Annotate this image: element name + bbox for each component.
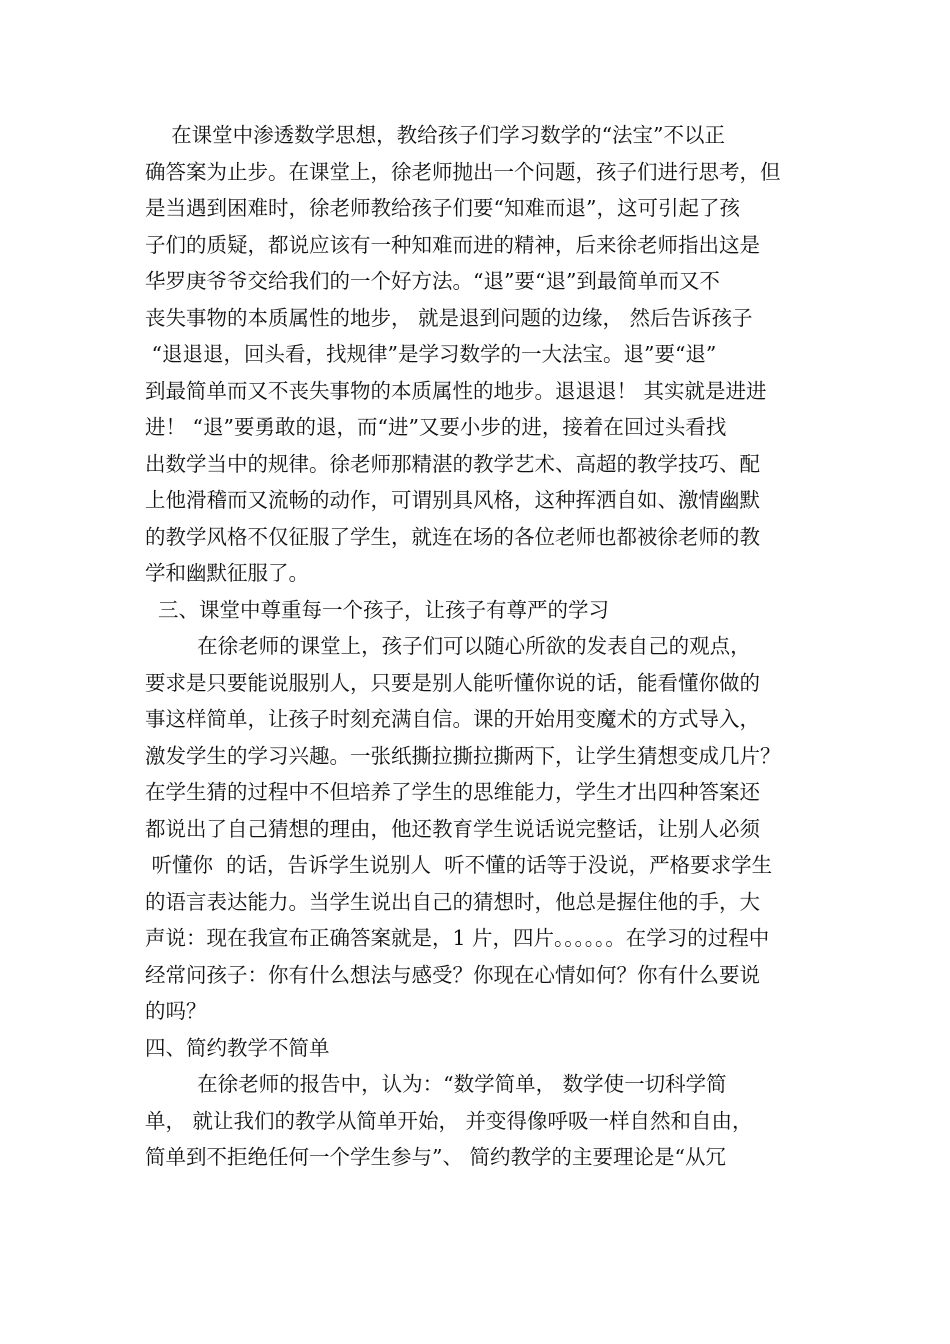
text-line: 都说出了自己猜想的理由，他还教育学生说话说完整话，让别人必须 bbox=[145, 816, 760, 841]
document-body bbox=[145, 117, 835, 1176]
text-line: 激发学生的学习兴趣。一张纸撕拉撕拉撕两下，让学生猜想变成几片？ bbox=[145, 743, 781, 768]
text-line: 听懂你 的话，告诉学生说别人 听不懂的话等于没说，严格要求学生 bbox=[145, 853, 773, 877]
text-line: 确答案为止步。在课堂上，徐老师抛出一个问题，孩子们进行思考，但 bbox=[145, 159, 781, 184]
text-line: 进！ “退”要勇敢的退，而“进”又要小步的进，接着在回过头看找 bbox=[145, 415, 727, 439]
text-line: 的教学风格不仅征服了学生，就连在场的各位老师也都被徐老师的教 bbox=[145, 524, 760, 549]
text-line: 丧失事物的本质属性的地步， 就是退到问题的边缘， 然后告诉孩子 bbox=[145, 305, 753, 330]
text-line: 事这样简单，让孩子时刻充满自信。课的开始用变魔术的方式导入， bbox=[145, 707, 760, 731]
text-line: 三、课堂中尊重每一个孩子，让孩子有尊严的学习 bbox=[145, 597, 610, 622]
text-line: 单， 就让我们的教学从简单开始， 并变得像呼吸一样自然和自由， bbox=[145, 1108, 753, 1133]
text-line: 的吗？ bbox=[145, 999, 207, 1023]
text-line: 要求是只要能说服别人，只要是别人能听懂你说的话，能看懂你做的 bbox=[145, 670, 760, 695]
text-line: 到最简单而又不丧失事物的本质属性的地步。退退退！ 其实就是进进 bbox=[145, 378, 767, 403]
text-line: 在徐老师的课堂上，孩子们可以随心所欲的发表自己的观点， bbox=[145, 634, 751, 658]
text-line: 的语言表达能力。当学生说出自己的猜想时，他总是握住他的手，大 bbox=[145, 889, 760, 914]
text-line: 四、简约教学不简单 bbox=[145, 1035, 330, 1060]
text-line: 声说：现在我宣布正确答案就是，1 片，四片。。。。。。在学习的过程中 bbox=[145, 926, 770, 950]
text-line: 在徐老师的报告中，认为：“数学简单， 数学使一切科学简 bbox=[145, 1072, 727, 1096]
text-line: 学和幽默征服了。 bbox=[145, 561, 309, 585]
text-line: 出数学当中的规律。徐老师那精湛的教学艺术、高超的教学技巧、配 bbox=[145, 451, 760, 476]
text-line: 子们的质疑，都说应该有一种知难而进的精神，后来徐老师指出这是 bbox=[145, 232, 760, 257]
text-line: 是当遇到困难时，徐老师教给孩子们要“知难而退”，这可引起了孩 bbox=[145, 196, 740, 220]
text-line: 简单到不拒绝任何一个学生参与”、 简约教学的主要理论是“从冗 bbox=[145, 1145, 726, 1169]
text-line: 华罗庚爷爷交给我们的一个好方法。“退”要“退”到最简单而又不 bbox=[145, 269, 720, 293]
text-line: 在课堂中渗透数学思想，教给孩子们学习数学的“法宝”不以正 bbox=[145, 123, 726, 147]
text-line: 上他滑稽而又流畅的动作，可谓别具风格，这种挥洒自如、激情幽默 bbox=[145, 488, 760, 512]
text-line: 经常问孩子：你有什么想法与感受？你现在心情如何？你有什么要说 bbox=[145, 962, 760, 987]
text-line: “退退退，回头看，找规律”是学习数学的一大法宝。退”要“退” bbox=[145, 342, 717, 366]
text-line: 在学生猜的过程中不但培养了学生的思维能力，学生才出四种答案还 bbox=[145, 780, 760, 804]
